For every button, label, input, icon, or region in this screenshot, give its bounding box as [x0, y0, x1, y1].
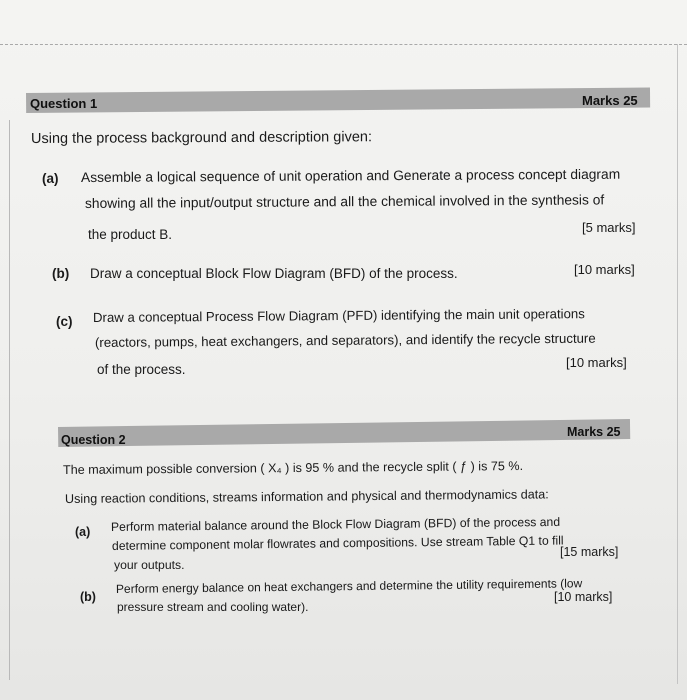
q1-part-a-line-3: the product B. [88, 227, 173, 242]
question-1-header-bar [26, 88, 650, 113]
q2-part-a-label: (a) [75, 525, 91, 539]
left-margin-line [9, 120, 10, 680]
question-1-title: Question 1 [30, 96, 98, 111]
question-2-line-1: The maximum possible conversion ( X₄ ) is 95 % and the recycle split ( ƒ ) is 75 %. [62, 458, 524, 477]
q1-part-c-line-1: Draw a conceptual Process Flow Diagram (PFD) identifying the main unit operations [92, 306, 585, 325]
q2-part-b-line-1: Perform energy balance on heat exchangers and determine the utility requirements (low [115, 576, 583, 596]
q2-part-b-line-2: pressure stream and cooling water). [117, 600, 309, 614]
question-2-header-bar [58, 419, 630, 447]
q1-part-b-label: (b) [52, 266, 70, 281]
q2-part-b-label: (b) [80, 590, 96, 604]
q1-part-a-line-1: Assemble a logical sequence of unit operation and Generate a process concept diagram [80, 166, 621, 185]
q1-part-a-line-2: showing all the input/output structure and all the chemical involved in the synthesis of [84, 192, 605, 211]
right-margin-line [677, 44, 678, 684]
question-2-marks: Marks 25 [567, 425, 621, 439]
question-1-intro: Using the process background and description given: [30, 129, 373, 147]
q1-part-b-line-1: Draw a conceptual Block Flow Diagram (BFD) of the process. [90, 266, 458, 281]
q1-part-a-marks: [5 marks] [582, 220, 636, 235]
q2-part-a-line-3: your outputs. [114, 558, 185, 572]
q1-part-c-label: (c) [56, 314, 73, 329]
question-2-line-2: Using reaction conditions, streams information and physical and thermodynamics data: [64, 487, 549, 506]
q1-part-c-marks: [10 marks] [566, 355, 627, 370]
q1-part-c-line-3: of the process. [97, 362, 186, 377]
q1-part-c-line-2: (reactors, pumps, heat exchangers, and separators), and identify the recycle structure [94, 330, 596, 350]
question-2-title: Question 2 [61, 433, 126, 447]
q2-part-a-marks: [15 marks] [560, 545, 619, 559]
q2-part-a-line-2: determine component molar flowrates and compositions. Use stream Table Q1 to fill [111, 533, 564, 553]
q2-part-a-line-1: Perform material balance around the Block Flow Diagram (BFD) of the process and [110, 514, 561, 534]
q1-part-b-marks: [10 marks] [574, 262, 635, 277]
q2-part-b-marks: [10 marks] [554, 590, 613, 604]
dashed-divider [0, 44, 687, 45]
q1-part-a-label: (a) [42, 171, 59, 186]
question-1-marks: Marks 25 [582, 93, 638, 108]
